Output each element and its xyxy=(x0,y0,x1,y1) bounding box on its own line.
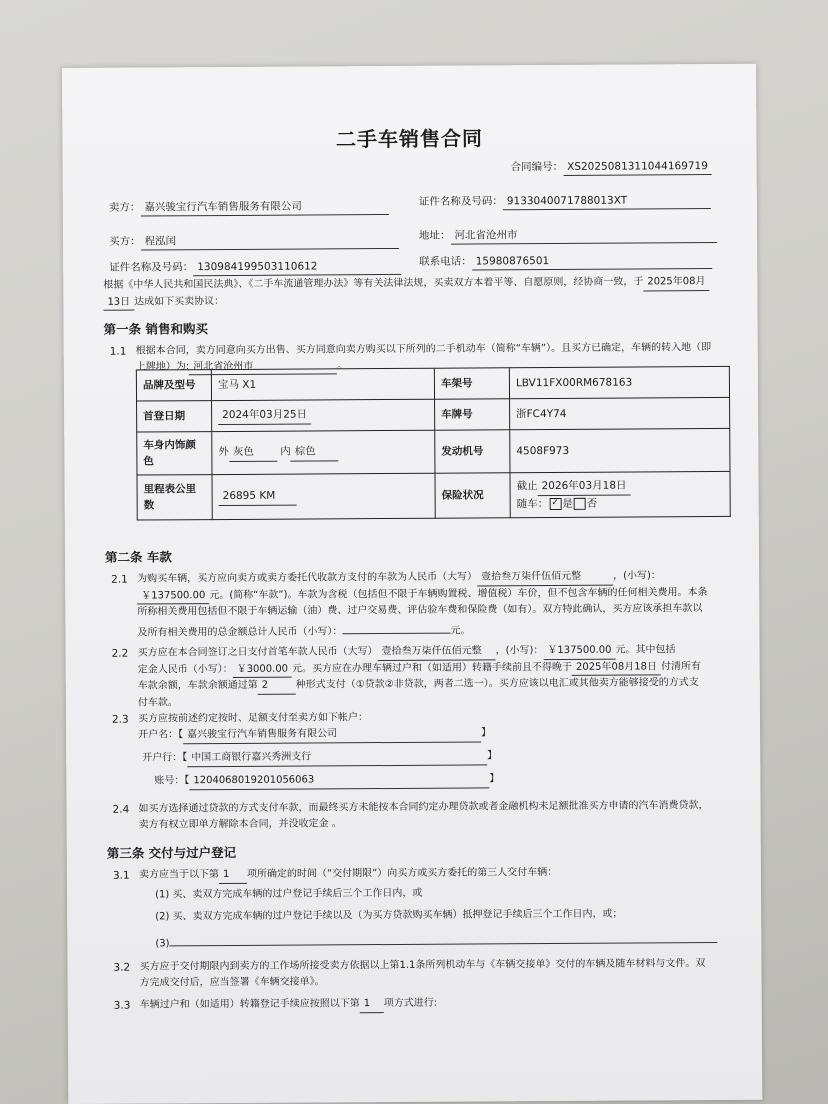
contract-page xyxy=(62,64,762,1104)
insurance-prefix: 截止 xyxy=(516,480,538,493)
payment-deadline: 2025年08月18日 xyxy=(572,659,661,676)
account-name-line xyxy=(138,725,491,744)
clause-text: 买方应在本合同签订之日支付首笔车款人民币（大写） xyxy=(137,646,378,659)
contract-number xyxy=(511,158,712,176)
clause-text: 项所确定的时间（“交付期限”）向买方或买方委托的第三人交付车辆： xyxy=(246,866,558,880)
clause-number: 2.2 xyxy=(111,647,129,660)
clause-text: 及所有相关费用的总金额总计人民币（小写）： xyxy=(137,625,343,639)
document-title: 二手车销售合同 xyxy=(335,126,484,152)
article-3-title: 第三条 交付与过户登记 xyxy=(106,844,237,861)
clause-number: 1.1 xyxy=(109,345,127,358)
clause-text: 元。 xyxy=(450,625,471,637)
color-value xyxy=(212,430,435,474)
clause-number: 2.4 xyxy=(112,803,130,816)
phone-line xyxy=(419,252,712,271)
bracket: 】 xyxy=(489,773,500,785)
total-amount-blank xyxy=(342,618,450,634)
first-payment-words: 壹拾叁万柒仟伍佰元整 xyxy=(378,643,496,660)
address-label: 地址： xyxy=(418,229,451,242)
clause-text: 种形式支付（①贷款②非贷款，两者二选一）。买方应该以电汇或其他卖方能够接受的方式支 xyxy=(295,677,699,691)
article-2-title: 第二条 车款 xyxy=(104,549,172,565)
seller-cert-label: 证件名称及号码： xyxy=(418,195,503,208)
table-row xyxy=(137,471,730,520)
buyer-label: 买方： xyxy=(109,235,141,248)
clause-2-4 xyxy=(138,798,738,833)
vehicle-info-table xyxy=(136,366,731,521)
clause-number: 2.3 xyxy=(111,713,129,726)
engine-label: 发动机号 xyxy=(435,430,510,473)
clause-number: 2.1 xyxy=(111,573,128,586)
transfer-option: 1 xyxy=(360,996,384,1013)
checkbox-empty-icon xyxy=(574,497,586,509)
phone-label: 联系电话： xyxy=(419,255,472,268)
seller-name: 嘉兴骏宝行汽车销售服务有限公司 xyxy=(140,198,388,217)
delivery-option: 1 xyxy=(219,867,247,884)
account-number-line xyxy=(154,771,499,790)
exterior-color: 灰色 xyxy=(229,444,277,462)
price-in-words: 壹拾叁万柒仟伍佰元整 xyxy=(477,569,613,586)
clause-text: 项方式进行: xyxy=(383,997,438,1010)
bracket: 】 xyxy=(481,727,492,739)
vin-label: 车架号 xyxy=(434,368,509,399)
color-label: 车身内饰颜色 xyxy=(137,432,212,475)
buyer-cert-line xyxy=(109,258,401,277)
clause-number: 3.2 xyxy=(113,961,131,974)
buyer-cert-value: 130984199503110612 xyxy=(193,258,401,277)
first-payment-figures: ￥137500.00 xyxy=(543,643,615,660)
reg-date-label: 首登日期 xyxy=(137,401,212,432)
seller-cert-value: 9133040071788013XT xyxy=(503,192,711,211)
option-blank xyxy=(169,928,717,946)
agreement-date: 2025年08月 xyxy=(643,274,709,291)
article-1-title: 第一条 销售和购买 xyxy=(103,321,208,337)
contract-number-label: 合同编号： xyxy=(510,160,564,174)
table-row xyxy=(137,397,730,432)
clause-text: 。 xyxy=(337,359,348,371)
intro-text: 根据《中华人民共和国民法典》、《二手车流通管理办法》等有关法律法规，买卖双方本着平等、自愿原则，经协商一致，于 xyxy=(103,276,644,291)
clause-text: 元。其中包括 xyxy=(615,644,676,656)
odometer-label: 里程表公里数 xyxy=(137,475,212,520)
brand-value: 宝马 X1 xyxy=(211,368,434,400)
price-in-figures: ￥137500.00 xyxy=(137,588,209,605)
plate-label: 车牌号 xyxy=(435,399,510,430)
registration-place: 河北省沧州市 xyxy=(189,358,337,375)
clause-text: 方完成交付后，应当签署《车辆交接单》。 xyxy=(139,975,325,989)
option-number: (3) xyxy=(155,938,170,950)
clause-text: ，(小写)： xyxy=(495,645,544,657)
clause-text: 如买方选择通过贷款的方式支付车款，而最终买方未能按本合同约定办理贷款或者金融机构未足额批准买方申请的汽车消费贷款， xyxy=(138,800,709,815)
exterior-label: 外 xyxy=(218,446,229,459)
reg-date-value xyxy=(212,399,435,431)
intro-text-end: 达成如下买卖协议： xyxy=(134,295,225,308)
buyer-line xyxy=(109,232,399,251)
buyer-name: 程泓闰 xyxy=(141,232,399,251)
clause-text: 付车款。 xyxy=(137,696,178,709)
account-name-label: 开户名：【 xyxy=(138,729,184,741)
contract-number-value: XS2025081311044169719 xyxy=(563,158,712,176)
insurance-label: 保险状况 xyxy=(435,473,510,518)
table-row xyxy=(136,366,729,401)
vin-value: LBV11FX00RM678163 xyxy=(509,366,729,398)
bank-line xyxy=(142,748,497,767)
buyer-cert-label: 证件名称及号码： xyxy=(109,261,194,274)
clause-3-2 xyxy=(139,956,739,991)
payment-method: 2 xyxy=(258,678,296,695)
odometer-text: 26895 KM xyxy=(219,488,297,506)
brand-label: 品牌及型号 xyxy=(136,370,211,401)
clause-text: 元。(简称“车款”)。车款为含税（包括但不限于车辆购置税、增值税）车价，但不包含车辆的任何相关费用。本条 xyxy=(209,586,708,601)
clause-text: 上牌地）为: xyxy=(135,360,190,373)
interior-label: 内 xyxy=(280,445,291,459)
clause-2-3 xyxy=(138,708,738,727)
delivery-option-1: (1) 买、卖双方完成车辆的过户登记手续后三个工作日内，或 xyxy=(155,887,423,901)
account-name: 嘉兴骏宝行汽车销售服务有限公司 xyxy=(183,725,481,743)
buyer-address: 河北省沧州市 xyxy=(450,226,716,245)
bank-label: 开户行：【 xyxy=(142,752,188,764)
odometer-value xyxy=(212,473,435,519)
yes-label: 是 xyxy=(562,497,573,510)
clause-text: 卖方应当于以下第 xyxy=(138,869,219,881)
clause-text: 元。买方应在办理车辆过户和（如适用）转籍手续前且不得晚于 xyxy=(291,661,573,675)
delivery-option-2: (2) 买、卖双方完成车辆的过户登记手续以及（为买方贷款购买车辆）抵押登记手续后三个工作日内，或； xyxy=(155,908,623,923)
clause-3-1 xyxy=(139,864,739,884)
table-row xyxy=(137,428,730,475)
delivery-option-3 xyxy=(155,928,717,952)
bracket: 】 xyxy=(487,750,498,762)
clause-text: 为购买车辆，买方应向卖方或卖方委托代收款方支付的车款为人民币（大写） xyxy=(137,571,478,585)
reg-date-text: 2024年03月25日 xyxy=(218,407,311,425)
insurance-date: 2026年03月18日 xyxy=(538,478,631,496)
clause-text: 买方应按前述约定按时、足额支付至卖方如下帐户： xyxy=(137,712,369,725)
clause-text: 车款余额，车款余额通过第 xyxy=(137,679,258,692)
agreement-day: 13日 xyxy=(103,294,134,311)
deposit-amount: ￥3000.00 xyxy=(233,661,292,678)
seller-label: 卖方： xyxy=(108,201,141,214)
clause-3-3 xyxy=(140,994,740,1014)
insurance-value xyxy=(510,471,730,517)
clause-text: 车辆过户和（如适用）转籍登记手续应按照以下第 xyxy=(139,998,360,1011)
clause-text: 付清所有 xyxy=(660,660,701,672)
clause-2-2 xyxy=(138,642,738,711)
clause-text: 定金人民币（小写）： xyxy=(137,663,233,676)
clause-number: 3.1 xyxy=(112,869,130,882)
clause-text: 卖方有权立即单方解除本合同，并没收定金 。 xyxy=(138,817,342,831)
clause-text: 买方应于交付期限内到卖方的工作场所接受卖方依据以上第1.1条所列机动车与《车辆交接单》交付的车辆及随车材料与文件。双 xyxy=(139,958,706,973)
clause-number: 3.3 xyxy=(113,999,131,1012)
clause-text: 所称相关费用包括但不限于车辆运输（油）费、过户交易费、评估验车费和保险费（如有）。双方特此确认，买方应该承担车款以 xyxy=(137,603,703,618)
account-number-label: 账号：【 xyxy=(154,775,190,787)
checkbox-checked-icon: ✓ xyxy=(549,497,561,509)
engine-value: 4508F973 xyxy=(510,428,730,472)
no-label: 否 xyxy=(586,497,598,510)
buyer-address-line xyxy=(419,226,717,245)
insurance-follow-label: 随车： xyxy=(516,497,549,510)
intro-paragraph xyxy=(103,274,733,311)
seller-line xyxy=(109,198,389,217)
clause-text: 根据本合同，卖方同意向买方出售、买方同意向卖方购买以下所列的二手机动车（简称“车辆”）。且买方已确定，车辆的转入地（即 xyxy=(135,342,712,357)
plate-value: 浙FC4Y74 xyxy=(510,397,730,429)
bank-name: 中国工商银行嘉兴秀洲支行 xyxy=(187,748,487,766)
account-number: 1204068019201056063 xyxy=(189,771,489,789)
clause-2-1 xyxy=(137,568,737,641)
seller-cert-line xyxy=(419,192,711,211)
clause-text: ，(小写)： xyxy=(613,570,661,582)
phone-value: 15980876501 xyxy=(472,252,712,271)
interior-color: 棕色 xyxy=(291,444,339,462)
